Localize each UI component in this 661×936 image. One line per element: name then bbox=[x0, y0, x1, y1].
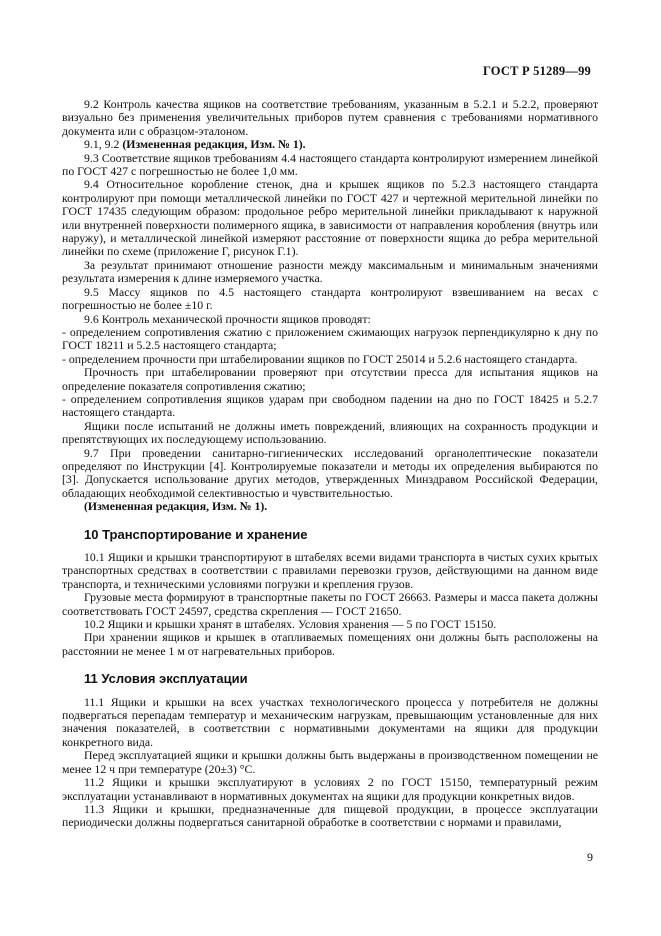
list-item: - определением прочности при штабелировании ящиков по ГОСТ 25014 и 5.2.6 настоящего стандарта. bbox=[62, 351, 578, 366]
paragraph: При хранении ящиков и крышек в отапливаемых помещениях они должны быть расположены на расстоянии не менее 1 м от нагревательных приборов. bbox=[62, 630, 598, 658]
section-heading-11: 11 Условия эксплуатации bbox=[84, 671, 248, 687]
list-item: - определением сопротивления ящиков ударам при свободном падении на дно по ГОСТ 18425 и 5.2.7 настоящего стандарта. bbox=[62, 391, 598, 420]
page-number: 9 bbox=[587, 850, 593, 864]
paragraph: Ящики после испытаний не должны иметь повреждений, влияющих на сохранность продукции и препятствующих их последующему использованию. bbox=[62, 418, 598, 447]
paragraph: За результат принимают отношение разности между максимальным и минимальным значениями результата измерения к длине измеряемого участка. bbox=[62, 257, 598, 286]
amendment-note: (Измененная редакция, Изм. № 1). bbox=[84, 499, 268, 514]
paragraph: 9.3 Соответствие ящиков требованиям 4.4 настоящего стандарта контролируют измерением линейкой по ГОСТ 427 с погрешностью не более 1,0 мм. bbox=[62, 150, 598, 179]
paragraph: 9.4 Относительное коробление стенок, дна и крышек ящиков по 5.2.3 настоящего стандарта контролируют при помощи металлической линейки по ГОСТ 427 и чертежной мерительной линейки по ГОСТ 17435 следующим образом: продольное ребро мерительной линейки прикладывают к наружной или внутренней поверхности полимерного ящика, в зависимости от направления коробления (внутрь или наружу), и металлической линейкой измеряют расстояние от поверхности ящика до ребра мерительной линейки по схеме (приложение Г, рисунок Г.1). bbox=[62, 177, 598, 259]
paragraph: 11.2 Ящики и крышки эксплуатируют в условиях 2 по ГОСТ 15150, температурный режим эксплуатации устанавливают в нормативных документах на ящики для продукции конкретных видов. bbox=[62, 775, 598, 803]
paragraph: 9.6 Контроль механической прочности ящиков проводят: bbox=[84, 311, 371, 326]
page-body bbox=[62, 98, 598, 830]
paragraph: Перед эксплуатацией ящики и крышки должны быть выдержаны в производственном помещении не менее 12 ч при температуре (20±3) °С. bbox=[62, 748, 598, 776]
list-item: - определением сопротивления сжатию с приложением сжимающих нагрузок перпендикулярно к дну по ГОСТ 18211 и 5.2.5 настоящего стандарта; bbox=[62, 324, 598, 353]
amendment-prefix: 9.1, 9.2 bbox=[84, 137, 123, 152]
section-heading-10: 10 Транспортирование и хранение bbox=[84, 526, 308, 542]
document-header: ГОСТ Р 51289—99 bbox=[482, 64, 591, 78]
paragraph: 11.1 Ящики и крышки на всех участках технологического процесса у потребителя не должны подвергаться перепадам температур и механическим нагрузкам, превышающим установленные для них значения показателей, в соответствии с нормативными документами на ящики для продукции конкретного вида. bbox=[62, 694, 598, 749]
paragraph: Грузовые места формируют в транспортные пакеты по ГОСТ 26663. Размеры и масса пакета должны соответствовать ГОСТ 24597, средства скрепления — ГОСТ 21650. bbox=[62, 590, 598, 618]
paragraph: 9.5 Массу ящиков по 4.5 настоящего стандарта контролируют взвешиванием на весах с погрешностью не более ±10 г. bbox=[62, 284, 598, 313]
paragraph: 9.2 Контроль качества ящиков на соответствие требованиям, указанным в 5.2.1 и 5.2.2, проверяют визуально без применения увеличительных приборов путем сравнения с требованиями нормативного документа или с образцом-эталоном. bbox=[62, 97, 598, 138]
paragraph: Прочность при штабелировании проверяют при отсутствии пресса для испытания ящиков на определение показателя сопротивления сжатию; bbox=[62, 365, 598, 393]
paragraph: 9.7 При проведении санитарно-гигиенических исследований органолептические показатели определяют по Инструкции [4]. Контролируемые показатели и методы их определения выбираются по [3]. Допускается использование других методов, утвержденных Минздравом Российской Федерации, обладающих необходимой селективностью и чувствительностью. bbox=[62, 445, 598, 500]
amendment-note bbox=[62, 138, 598, 151]
amendment-bold: (Измененная редакция, Изм. № 1). bbox=[122, 137, 306, 152]
paragraph: 11.3 Ящики и крышки, предназначенные для пищевой продукции, в процессе эксплуатации периодически должны подвергаться санитарной обработке в соответствии с нормами и правилами, bbox=[62, 801, 598, 830]
paragraph: 10.2 Ящики и крышки хранят в штабелях. Условия хранения — 5 по ГОСТ 15150. bbox=[84, 617, 497, 632]
paragraph: 10.1 Ящики и крышки транспортируют в штабелях всеми видами транспорта в чистых сухих крытых транспортных средствах в соответствии с правилами перевозки грузов, действующими на данном виде транспорта, и техническими условиями погрузки и крепления грузов. bbox=[62, 550, 598, 591]
